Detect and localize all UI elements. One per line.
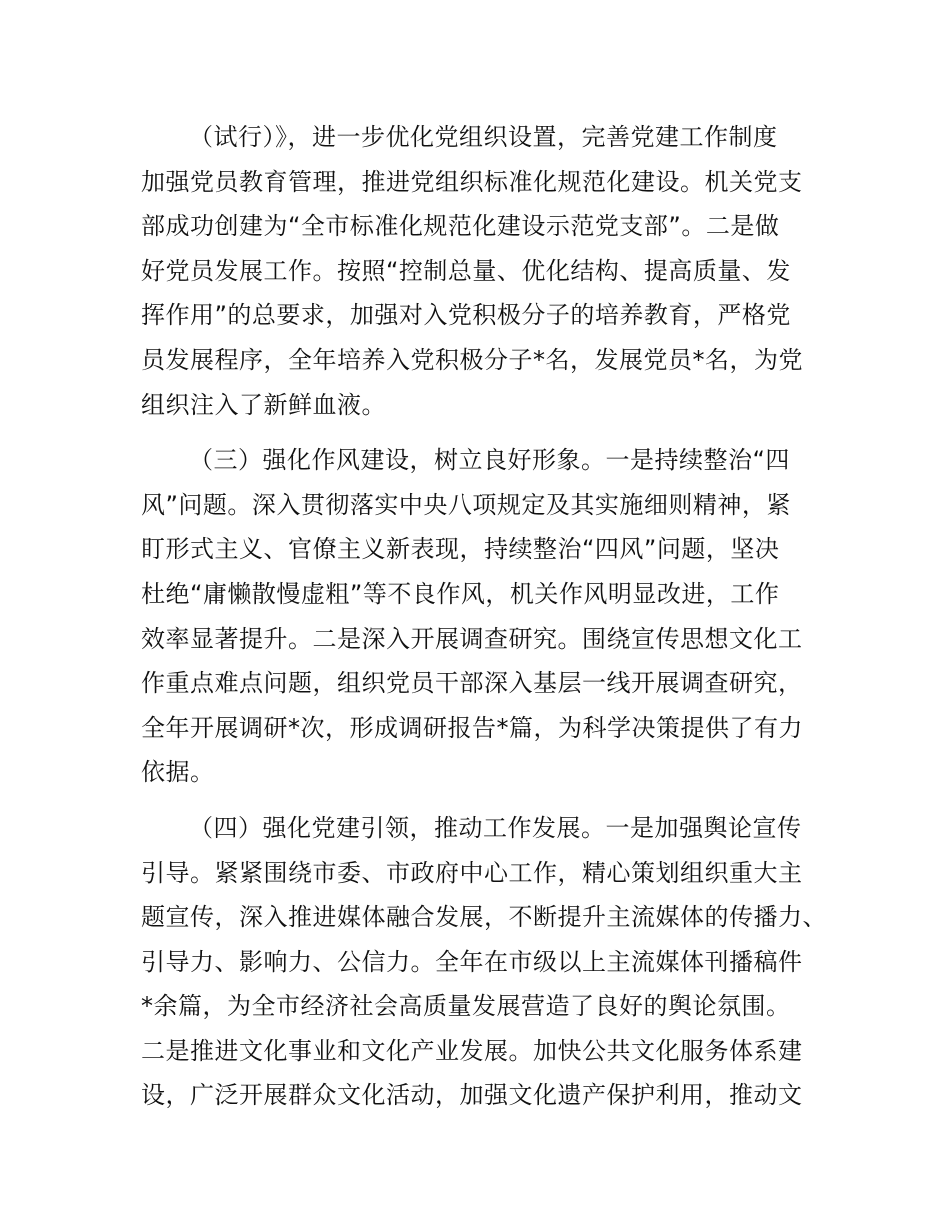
text-line: 加强党员教育管理，推进党组织标准化规范化建设。机关党支 — [141, 167, 803, 196]
text-line: 题宣传，深入推进媒体融合发展，不断提升主流媒体的传播力、 — [141, 903, 827, 932]
paragraph-development — [141, 806, 831, 1118]
text-line: 引导。紧紧围绕市委、市政府中心工作，精心策划组织重大主 — [141, 858, 803, 887]
text-line: 组织注入了新鲜血液。 — [141, 390, 386, 419]
paragraph-party-building — [141, 115, 831, 427]
text-line: 效率显著提升。二是深入开展调查研究。围绕宣传思想文化工 — [141, 624, 803, 653]
text-line: 杜绝“庸懒散慢虚粗”等不良作风，机关作风明显改进，工作 — [141, 579, 780, 608]
section-heading-line: （三）强化作风建设，树立良好形象。一是持续整治“四 — [189, 446, 790, 475]
text-line: 依据。 — [141, 758, 215, 787]
document-body — [141, 115, 831, 1129]
text-line: 作重点难点问题，组织党员干部深入基层一线开展调查研究， — [141, 669, 803, 698]
text-line: 全年开展调研*次，形成调研报告*篇，为科学决策提供了有力 — [141, 713, 803, 742]
text-line: 盯形式主义、官僚主义新表现，持续整治“四风”问题，坚决 — [141, 535, 780, 564]
section-heading-line: （四）强化党建引领，推动工作发展。一是加强舆论宣传 — [189, 813, 802, 842]
text-line: *余篇，为全市经济社会高质量发展营造了良好的舆论氛围。 — [141, 992, 791, 1021]
text-line: 设，广泛开展群众文化活动，加强文化遗产保护利用，推动文 — [141, 1081, 803, 1110]
text-line: 引导力、影响力、公信力。全年在市级以上主流媒体刊播稿件 — [141, 947, 803, 976]
text-line: 二是推进文化事业和文化产业发展。加快公共文化服务体系建 — [141, 1036, 803, 1065]
text-line: （试行）》，进一步优化党组织设置，完善党建工作制度 — [189, 123, 778, 151]
text-line: 员发展程序，全年培养入党积极分子*名，发展党员*名，为党 — [141, 345, 803, 374]
text-line: 好党员发展工作。按照“控制总量、优化结构、提高质量、发 — [141, 256, 791, 285]
text-line: 风”问题。深入贯彻落实中央八项规定及其实施细则精神，紧 — [141, 490, 791, 519]
text-line: 挥作用”的总要求，加强对入党积极分子的培养教育，严格党 — [141, 301, 791, 330]
paragraph-work-style — [141, 438, 831, 795]
text-line: 部成功创建为“全市标准化规范化建设示范党支部”。二是做 — [141, 212, 780, 241]
